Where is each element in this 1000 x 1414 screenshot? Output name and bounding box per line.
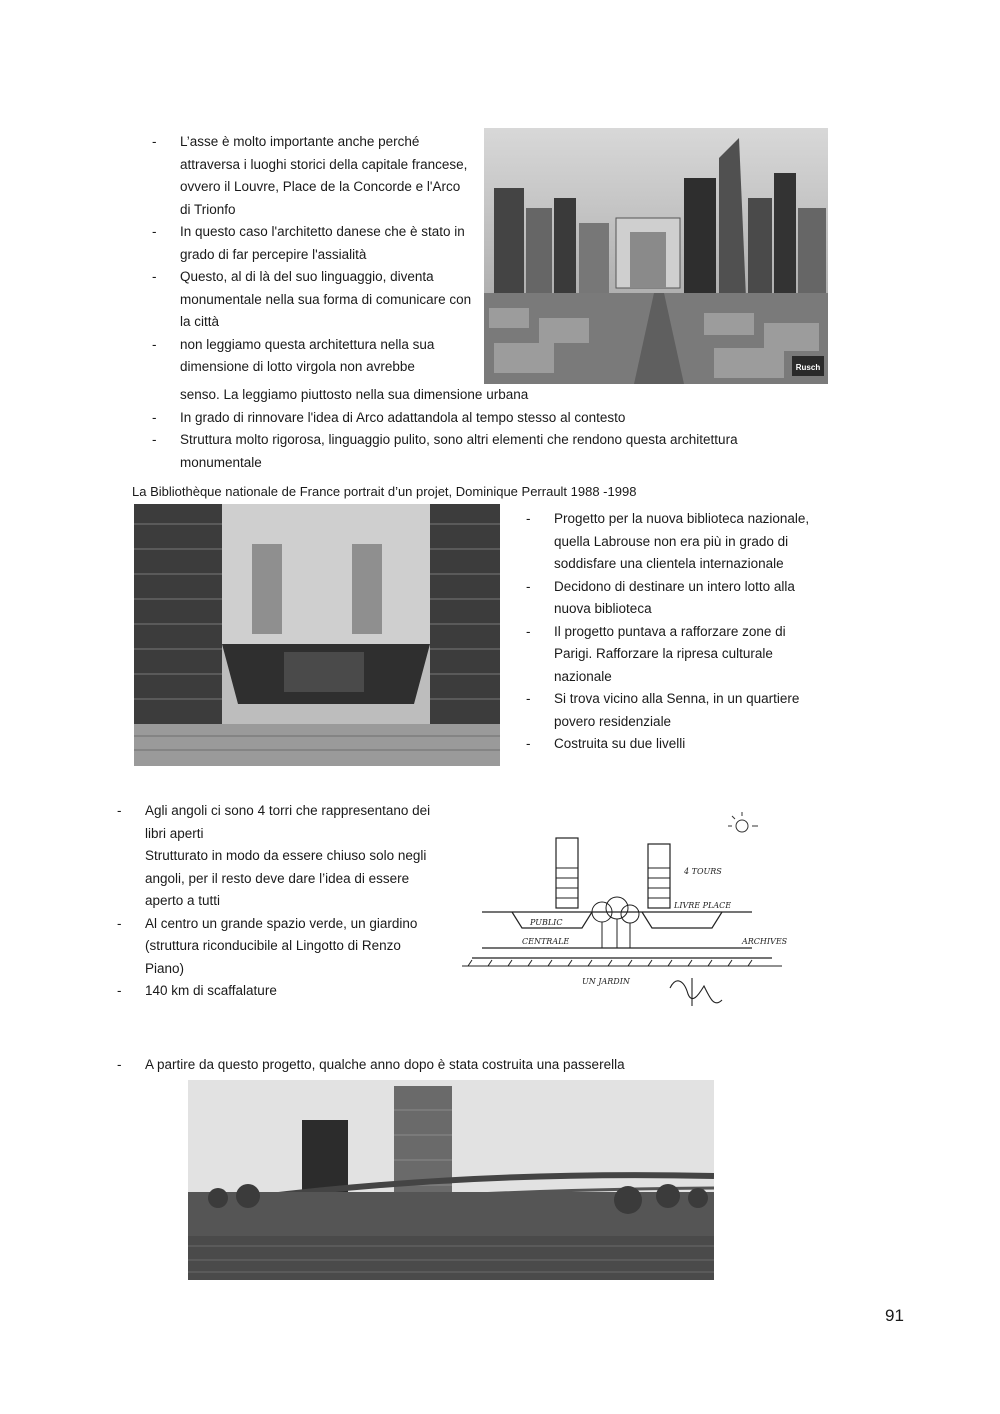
list-item: - Si trova vicino alla Senna, in un quartiere povero residenziale <box>526 688 826 733</box>
list-item: - 140 km di scaffalature <box>117 980 437 1003</box>
list-item: - Decidono di destinare un intero lotto alla nuova biblioteca <box>526 576 826 621</box>
la-defense-photo <box>484 128 828 384</box>
list-item: - Agli angoli ci sono 4 torri che rappresentano dei libri aperti Strutturato in modo da essere chiuso solo negli angoli, per il resto deve dare l’idea di essere aperto a tutti <box>117 800 437 913</box>
towers-bullet-list <box>117 800 437 1003</box>
sketch-note: UN JARDIN <box>582 977 630 986</box>
list-item: - In questo caso l'architetto danese che è stato in grado di far percepire l'assialità <box>152 221 472 266</box>
list-item: - Progetto per la nuova biblioteca nazionale, quella Labrouse non era più in grado di soddisfare una clientela internazionale <box>526 508 826 576</box>
list-item: - In grado di rinnovare l'idea di Arco adattandola al tempo stesso al contesto <box>152 407 822 430</box>
page-number: 91 <box>885 1306 904 1325</box>
photo-badge: Rusch <box>795 363 821 372</box>
sketch-note: PUBLIC <box>530 918 563 927</box>
list-item-continuation: senso. La leggiamo piuttosto nella sua dimensione urbana <box>180 387 529 402</box>
section-sketch <box>452 808 812 1048</box>
sketch-note: ARCHIVES <box>742 937 788 946</box>
footbridge-photo <box>188 1080 714 1280</box>
list-item: - Il progetto puntava a rafforzare zone di Parigi. Rafforzare la ripresa culturale nazionale <box>526 621 826 689</box>
list-item: - non leggiamo questa architettura nella sua dimensione di lotto virgola non avrebbe <box>152 334 472 379</box>
sketch-note: CENTRALE <box>522 937 570 946</box>
axis-bullet-list-continued <box>152 384 822 474</box>
bnf-photo <box>134 504 500 766</box>
bnf-bullet-list <box>526 508 826 756</box>
axis-bullet-list <box>152 131 472 379</box>
sketch-note: 4 TOURS <box>684 867 722 876</box>
list-item: - Costruita su due livelli <box>526 733 826 756</box>
list-item: - Questo, al di là del suo linguaggio, diventa monumentale nella sua forma di comunicare con la città <box>152 266 472 334</box>
list-item: - L’asse è molto importante anche perché attraversa i luoghi storici della capitale francese, ovvero il Louvre, Place de la Concorde e l'Arco di Trionfo <box>152 131 472 221</box>
bnf-caption: La Bibliothèque nationale de France portrait d’un projet, Dominique Perrault 1988 -1998 <box>132 484 637 499</box>
list-item: - A partire da questo progetto, qualche anno dopo è stata costruita una passerella <box>117 1054 797 1077</box>
list-item: - Al centro un grande spazio verde, un giardino (struttura riconducibile al Lingotto di Renzo Piano) <box>117 913 437 981</box>
footbridge-bullet-list <box>117 1054 797 1077</box>
sketch-note: LIVRE PLACE <box>674 901 732 910</box>
list-item: - Struttura molto rigorosa, linguaggio pulito, sono altri elementi che rendono questa architettura monumentale <box>152 429 822 474</box>
